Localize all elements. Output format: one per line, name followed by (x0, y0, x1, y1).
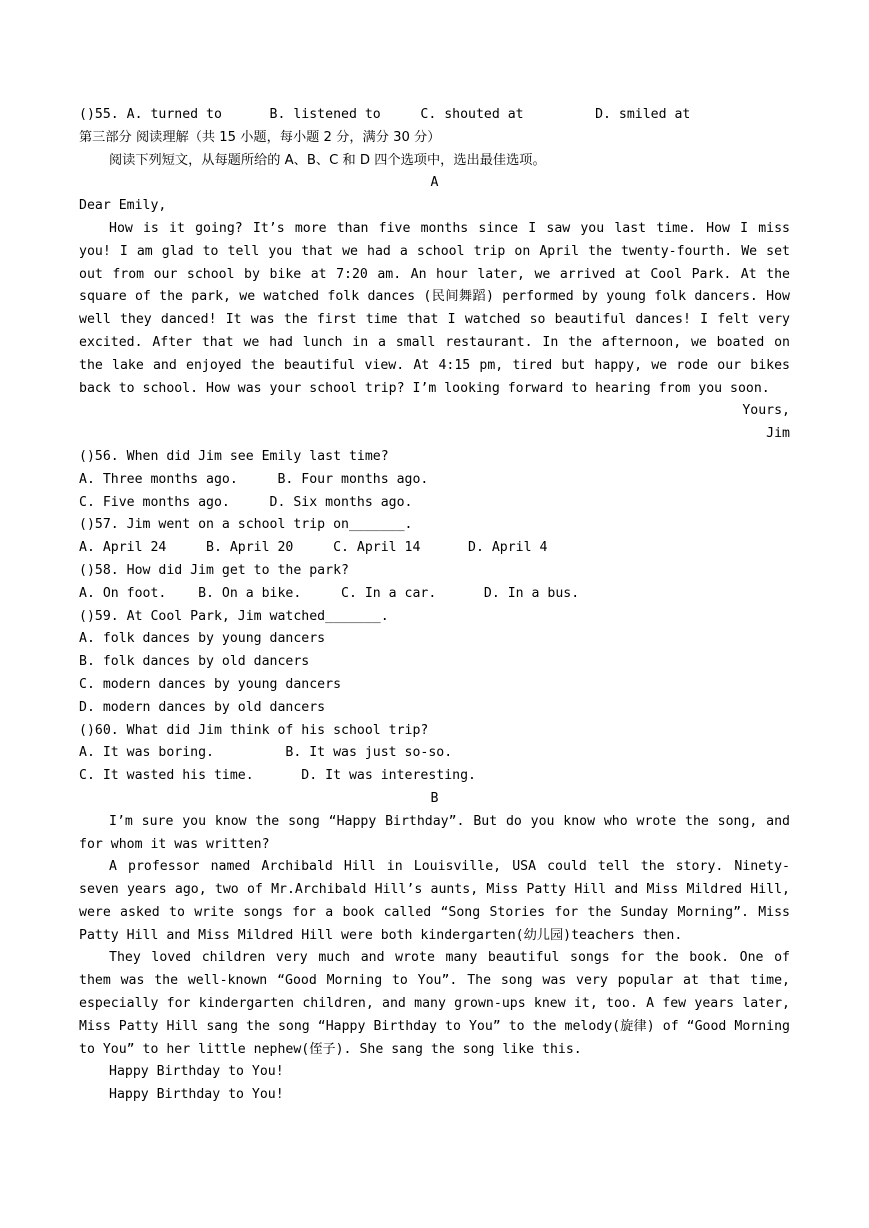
letter-greeting: Dear Emily, (79, 198, 167, 214)
question-stem: ()60. What did Jim think of his school trip? (79, 722, 429, 738)
question-59 (79, 606, 790, 720)
passage-b-paragraph: I’m sure you know the song “Happy Birthday”. But do you know who wrote the song, and for whom it was written? (79, 813, 790, 852)
question-58 (79, 560, 790, 606)
song-line: Happy Birthday to You! (109, 1064, 284, 1080)
reading-instruction: 阅读下列短文，从每题所给的 A、B、C 和 D 四个选项中，选出最佳选项。 (109, 152, 546, 168)
question-option: C. modern dances by young dancers (79, 676, 342, 692)
question-option: B. folk dances by old dancers (79, 654, 310, 670)
question-options: A. It was boring. B. It was just so-so. (79, 745, 453, 761)
passage-b-label: B (430, 790, 439, 806)
question-option: D. modern dances by old dancers (79, 699, 326, 715)
question-57 (79, 514, 790, 560)
question-stem: ()56. When did Jim see Emily last time? (79, 448, 389, 464)
question-stem: ()57. Jim went on a school trip on_______. (79, 517, 413, 533)
passage-b-paragraph: A professor named Archibald Hill in Louisville, USA could tell the story. Ninety-seven years ago, two of Mr.Archibald Hill’s aunts, Miss Patty Hill and Miss Mildred Hill, were asked to write songs for a book called “Song Stories for the Sunday Morning”. Miss Patty Hill and Miss Mildred Hill were both kindergarten(幼儿园)teachers then. (79, 859, 790, 943)
question-stem: ()58. How did Jim get to the park? (79, 562, 349, 578)
question-options: A. April 24 B. April 20 C. April 14 D. April 4 (79, 540, 548, 556)
question-55: ()55. A. turned to B. listened to C. shouted at D. smiled at (79, 107, 691, 122)
passage-a-label: A (430, 175, 439, 191)
question-56 (79, 446, 790, 514)
letter-closing: Yours, (742, 403, 790, 419)
song-line: Happy Birthday to You! (109, 1087, 284, 1103)
exam-page (79, 104, 790, 1107)
question-options: A. On foot. B. On a bike. C. In a car. D. In a bus. (79, 585, 580, 601)
question-60 (79, 720, 790, 788)
passage-b-paragraph: They loved children very much and wrote many beautiful songs for the book. One of them was the well-known “Good Morning to You”. The song was very popular at that time, especially for kindergarten children, and many grown-ups knew it, too. A few years later, Miss Patty Hill sang the song “Happy Birthday to You” to the melody(旋律) of “Good Morning to You” to her little nephew(侄子). She sang the song like this. (79, 950, 790, 1057)
question-options: C. It wasted his time. D. It was interesting. (79, 768, 476, 784)
question-options: A. Three months ago. B. Four months ago. (79, 471, 429, 487)
question-stem: ()59. At Cool Park, Jim watched_______. (79, 608, 389, 624)
question-option: A. folk dances by young dancers (79, 631, 326, 647)
letter-body: How is it going? It’s more than five months since I saw you last time. How I miss you! I am glad to tell you that we had a school trip on April the twenty-fourth. We set out from our school by bike at 7:20 am. An hour later, we arrived at Cool Park. At the square of the park, we watched folk dances (民间舞蹈) performed by young folk dancers. How well they danced! It was the first time that I watched so beautiful dances! I felt very excited. After that we had lunch in a small restaurant. In the afternoon, we boated on the lake and enjoyed the beautiful view. At 4:15 pm, tired but happy, we rode our bikes back to school. How was your school trip? I’m looking forward to hearing from you soon. (79, 220, 790, 396)
letter-signature: Jim (766, 426, 790, 442)
section-title: 第三部分 阅读理解（共 15 小题，每小题 2 分，满分 30 分） (79, 129, 441, 145)
question-options: C. Five months ago. D. Six months ago. (79, 494, 413, 510)
